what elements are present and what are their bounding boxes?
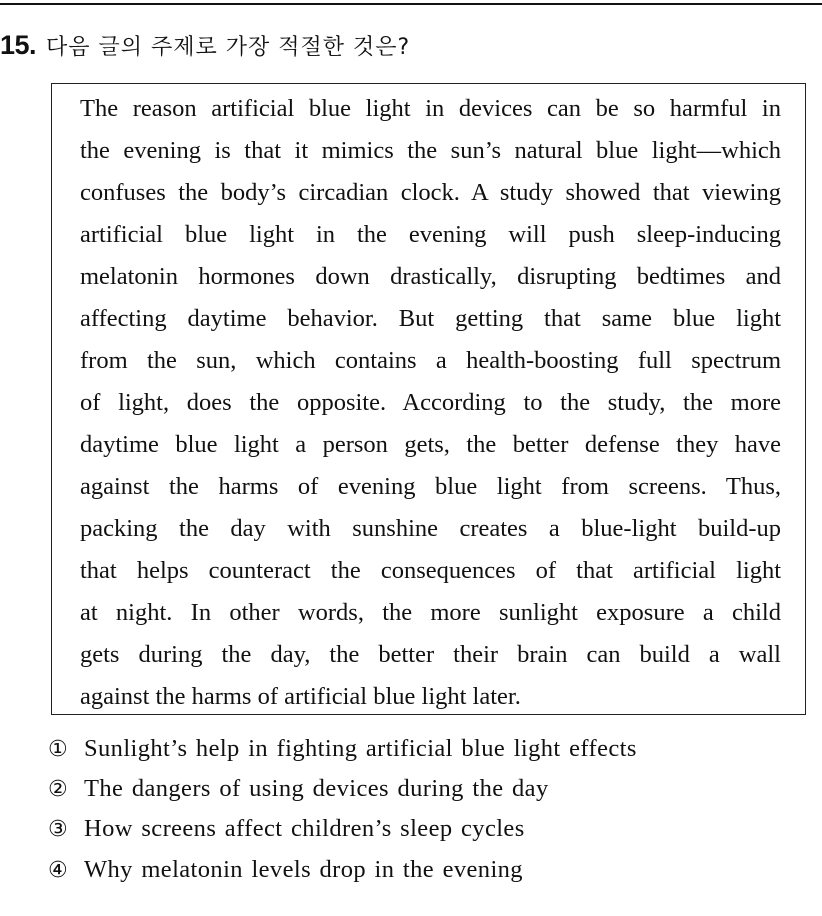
passage-line: that helps counteract the consequences of that artificial light bbox=[80, 557, 781, 584]
question-header bbox=[0, 30, 410, 70]
top-divider bbox=[0, 3, 822, 5]
question-prompt: 다음 글의 주제로 가장 적절한 것은? bbox=[46, 35, 411, 60]
option-2[interactable] bbox=[48, 773, 549, 805]
option-4-marker: ④ bbox=[48, 857, 68, 883]
option-3[interactable] bbox=[48, 813, 525, 845]
passage-line: affecting daytime behavior. But getting that same blue light bbox=[80, 305, 781, 332]
passage-line: daytime blue light a person gets, the better defense they have bbox=[80, 431, 781, 458]
passage-line: of light, does the opposite. According to the study, the more bbox=[80, 389, 781, 416]
option-2-marker: ② bbox=[48, 776, 68, 802]
passage-line: against the harms of artificial blue light later. bbox=[80, 683, 521, 710]
passage-line: from the sun, which contains a health-boosting full spectrum bbox=[80, 347, 781, 374]
passage-line: melatonin hormones down drastically, disrupting bedtimes and bbox=[80, 263, 781, 290]
option-4[interactable] bbox=[48, 854, 523, 886]
passage-box bbox=[51, 83, 806, 715]
option-3-text: How screens affect children’s sleep cycles bbox=[84, 815, 525, 842]
option-2-text: The dangers of using devices during the day bbox=[84, 775, 549, 802]
passage-line: the evening is that it mimics the sun’s natural blue light—which bbox=[80, 137, 781, 164]
option-1-marker: ① bbox=[48, 736, 68, 762]
option-1[interactable] bbox=[48, 733, 637, 765]
option-1-text: Sunlight’s help in fighting artificial blue light effects bbox=[84, 735, 637, 762]
passage-line: gets during the day, the better their brain can build a wall bbox=[80, 641, 781, 668]
passage-line: The reason artificial blue light in devices can be so harmful in bbox=[80, 95, 781, 122]
question-number: 15. bbox=[0, 30, 37, 60]
passage-line: packing the day with sunshine creates a blue-light build-up bbox=[80, 515, 781, 542]
option-4-text: Why melatonin levels drop in the evening bbox=[84, 856, 523, 883]
passage-line: artificial blue light in the evening will push sleep-inducing bbox=[80, 221, 781, 248]
passage-line: at night. In other words, the more sunlight exposure a child bbox=[80, 599, 781, 626]
passage-line: confuses the body’s circadian clock. A study showed that viewing bbox=[80, 179, 781, 206]
passage-line: against the harms of evening blue light from screens. Thus, bbox=[80, 473, 781, 500]
option-3-marker: ③ bbox=[48, 816, 68, 842]
